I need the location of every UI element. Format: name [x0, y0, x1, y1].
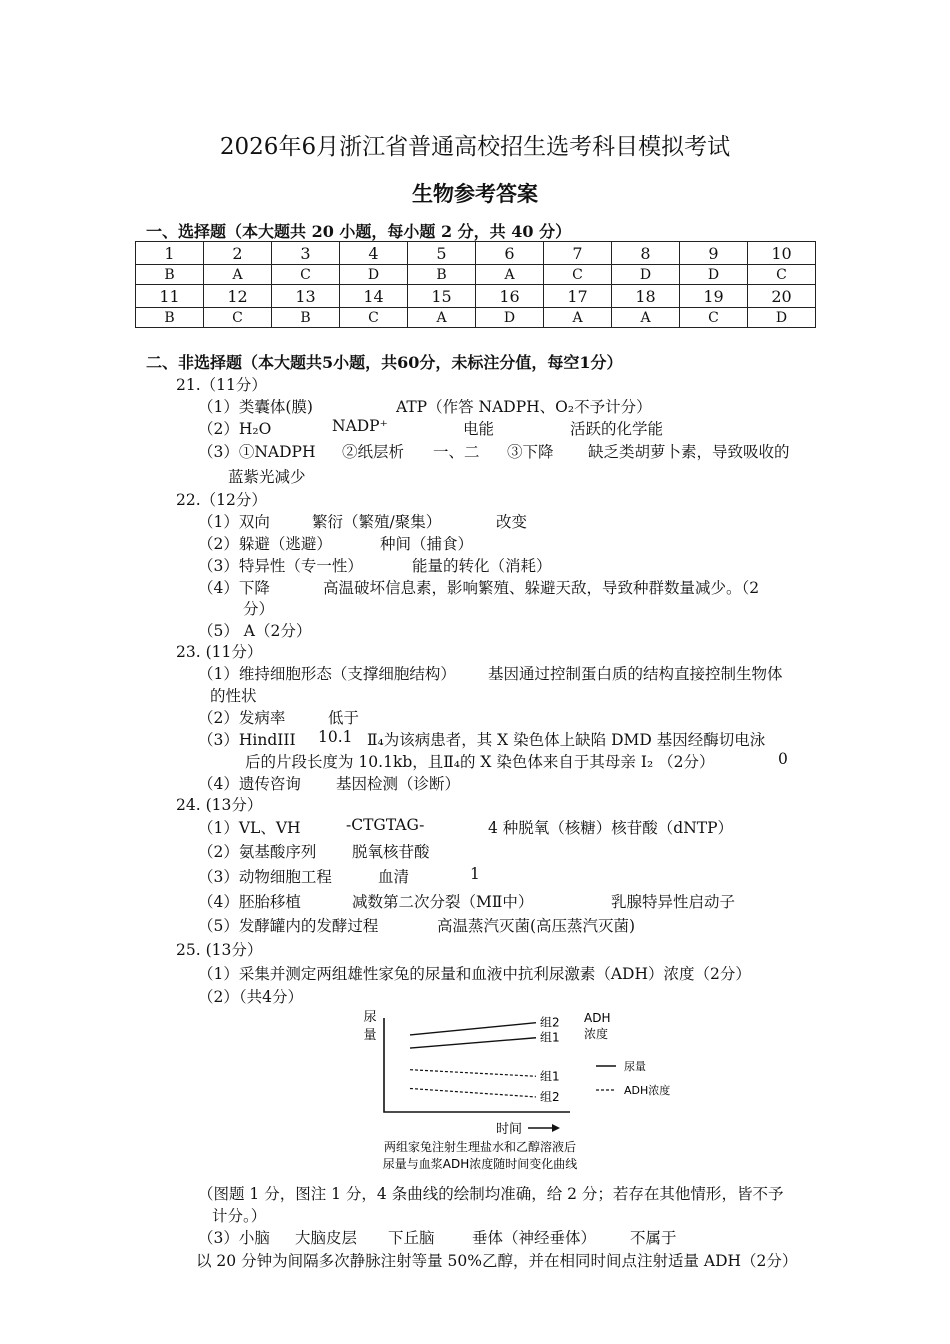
q22-title: 22.（12分） [176, 491, 267, 509]
q25-1: （1）采集并测定两组雄性家兔的尿量和血液中抗利尿激素（ADH）浓度（2分） [198, 965, 751, 983]
x-axis-label: 时间 [496, 1122, 523, 1137]
q23-2b: 低于 [328, 709, 360, 727]
series-line-adh-组2 [410, 1089, 536, 1097]
q22-4b: 高温破坏信息素，影响繁殖、躲避天敌，导致种群数量减少。（2 [323, 579, 760, 597]
table-cell: 4 [340, 242, 408, 265]
y-label-right-2: 浓度 [584, 1027, 609, 1041]
q25-3a: （3）小脑 [198, 1229, 270, 1247]
table-cell: D [680, 265, 748, 285]
q22-3a: （3）特异性（专一性） [198, 557, 363, 575]
q24-title: 24. (13分） [176, 796, 263, 814]
table-cell: 14 [340, 285, 408, 308]
q23-4a: （4）遗传咨询 [198, 775, 301, 793]
q23-3c: Ⅱ₄为该病患者，其 X 染色体上缺陷 DMD 基因经酶切电泳 [367, 731, 766, 749]
q24-5b: 高温蒸汽灭菌(高压蒸汽灭菌) [437, 917, 636, 935]
q23-3d: 后的片段长度为 10.1kb，且Ⅱ₄的 X 染色体来自于其母亲 I₂ （2分） [245, 753, 715, 771]
table-cell: C [544, 265, 612, 285]
q23-3a: （3）HindIII [198, 731, 296, 749]
q23-1b: 基因通过控制蛋白质的结构直接控制生物体 [488, 665, 783, 683]
q25-note2: 计分。） [212, 1207, 267, 1225]
table-row [136, 285, 816, 308]
table-cell: 20 [748, 285, 816, 308]
table-cell: 15 [408, 285, 476, 308]
legend-solid-label: 尿量 [624, 1060, 646, 1073]
q25-title: 25. (13分） [176, 941, 263, 959]
q21-title: 21.（11分） [176, 376, 267, 394]
section1-heading: 一、选择题（本大题共 20 小题，每小题 2 分，共 40 分） [146, 222, 572, 241]
table-cell: A [204, 265, 272, 285]
q24-1c: 4 种脱氧（核糖）核苷酸（dNTP） [488, 819, 734, 837]
table-cell: 1 [136, 242, 204, 265]
q21-3f: 蓝紫光减少 [228, 468, 306, 486]
series-label: 组1 [540, 1069, 560, 1084]
q21-2d: 活跃的化学能 [570, 420, 664, 438]
y-label-left-char2: 量 [363, 1028, 377, 1043]
table-cell: 8 [612, 242, 680, 265]
q22-1b: 繁衍（繁殖/聚集） [312, 513, 442, 531]
q21-3a: （3）①NADPH [198, 443, 316, 461]
q24-4c: 乳腺特异性启动子 [611, 893, 736, 911]
q22-4a: （4）下降 [198, 579, 270, 597]
q25-3d: 垂体（神经垂体） [472, 1229, 597, 1247]
table-cell: B [136, 265, 204, 285]
q22-5: （5） A（2分） [198, 622, 312, 640]
q24-4b: 减数第二次分裂（MⅡ中） [352, 893, 534, 911]
q25-3e: 不属于 [630, 1229, 677, 1247]
q22-1a: （1）双向 [198, 513, 270, 531]
q21-3d: ③下降 [507, 443, 554, 461]
q25-4: 以 20 分钟为间隔多次静脉注射等量 50%乙醇，并在相同时间点注射适量 ADH（2分） [196, 1252, 798, 1270]
q22-4c: 分） [243, 600, 275, 618]
q22-1c: 改变 [496, 513, 528, 531]
series-label: 组2 [540, 1015, 560, 1030]
q21-1a: （1）类囊体(膜) [198, 398, 313, 416]
q24-4a: （4）胚胎移植 [198, 893, 301, 911]
answer-table [135, 241, 816, 328]
table-cell: B [408, 265, 476, 285]
table-cell: 2 [204, 242, 272, 265]
table-cell: 6 [476, 242, 544, 265]
table-cell: D [612, 265, 680, 285]
table-cell: 3 [272, 242, 340, 265]
table-cell: D [340, 265, 408, 285]
q25-3c: 下丘脑 [388, 1229, 435, 1247]
table-cell: 7 [544, 242, 612, 265]
table-cell: 16 [476, 285, 544, 308]
q22-3b: 能量的转化（消耗） [412, 557, 552, 575]
q24-3b: 血清 [378, 868, 410, 886]
q23-1a: （1）维持细胞形态（支撑细胞结构） [198, 665, 456, 683]
q21-2a: （2）H₂O [198, 420, 272, 438]
q25-3b: 大脑皮层 [295, 1229, 358, 1247]
table-row [136, 265, 816, 285]
page-title: 2026年6月浙江省普通高校招生选考科目模拟考试 [219, 134, 731, 160]
q23-title: 23. (11分） [176, 643, 263, 661]
y-label-right-1: ADH [584, 1011, 611, 1025]
table-cell: D [748, 308, 816, 328]
series-line-urine-组2 [410, 1023, 536, 1035]
table-cell: C [272, 265, 340, 285]
q24-1a: （1）VL、VH [198, 819, 301, 837]
urine-adh-chart [340, 1000, 680, 1180]
table-cell: C [340, 308, 408, 328]
table-cell: A [544, 308, 612, 328]
table-cell: 11 [136, 285, 204, 308]
q24-3c: 1 [470, 865, 480, 883]
table-cell: A [408, 308, 476, 328]
q24-3a: （3）动物细胞工程 [198, 868, 332, 886]
table-cell: D [476, 308, 544, 328]
q23-2a: （2）发病率 [198, 709, 286, 727]
q21-2b: NADP⁺ [332, 417, 388, 435]
q24-2a: （2）氨基酸序列 [198, 843, 317, 861]
q22-2a: （2）躲避（逃避） [198, 535, 332, 553]
table-cell: 12 [204, 285, 272, 308]
table-cell: 10 [748, 242, 816, 265]
table-cell: 19 [680, 285, 748, 308]
page-subtitle: 生物参考答案 [412, 181, 538, 206]
q21-1b: ATP（作答 NADPH、O₂不予计分） [396, 398, 652, 416]
series-line-adh-组1 [410, 1070, 536, 1077]
section2-heading: 二、非选择题（本大题共5小题，共60分，未标注分值，每空1分） [146, 353, 623, 372]
q25-2: （2）（共4分） [198, 988, 303, 1006]
q25-note1: （图题 1 分，图注 1 分，4 条曲线的绘制均准确，给 2 分；若存在其他情形，皆不予 [198, 1185, 784, 1203]
q24-1b: -CTGTAG- [346, 816, 425, 834]
y-label-left-char1: 尿 [363, 1010, 377, 1025]
q22-2b: 种间（捕食） [380, 535, 474, 553]
table-cell: B [272, 308, 340, 328]
table-cell: 18 [612, 285, 680, 308]
chart-title-line1: 两组家兔注射生理盐水和乙醇溶液后 [383, 1140, 577, 1154]
chart-title-line2: 尿量与血浆ADH浓度随时间变化曲线 [382, 1157, 578, 1171]
q21-2c: 电能 [463, 420, 495, 438]
table-cell: 17 [544, 285, 612, 308]
q21-3c: 一、二 [433, 443, 480, 461]
q21-3e: 缺乏类胡萝卜素，导致吸收的 [588, 443, 790, 461]
table-cell: C [204, 308, 272, 328]
series-label: 组1 [540, 1030, 560, 1045]
table-cell: A [476, 265, 544, 285]
table-cell: B [136, 308, 204, 328]
q24-2b: 脱氧核苷酸 [352, 843, 430, 861]
table-cell: C [680, 308, 748, 328]
q23-4b: 基因检测（诊断） [336, 775, 461, 793]
q23-3e: 0 [778, 750, 788, 768]
table-cell: A [612, 308, 680, 328]
series-line-urine-组1 [410, 1038, 536, 1048]
table-cell: 13 [272, 285, 340, 308]
q23-1c: 的性状 [210, 687, 257, 705]
table-cell: C [748, 265, 816, 285]
legend-dashed-label: ADH浓度 [624, 1084, 671, 1097]
q21-3b: ②纸层析 [342, 443, 405, 461]
table-row [136, 308, 816, 328]
table-cell: 9 [680, 242, 748, 265]
q23-3b: 10.1 [318, 728, 353, 746]
x-arrow-head-icon [552, 1124, 560, 1132]
series-label: 组2 [540, 1089, 560, 1104]
q24-5a: （5）发酵罐内的发酵过程 [198, 917, 379, 935]
table-cell: 5 [408, 242, 476, 265]
table-row [136, 242, 816, 265]
